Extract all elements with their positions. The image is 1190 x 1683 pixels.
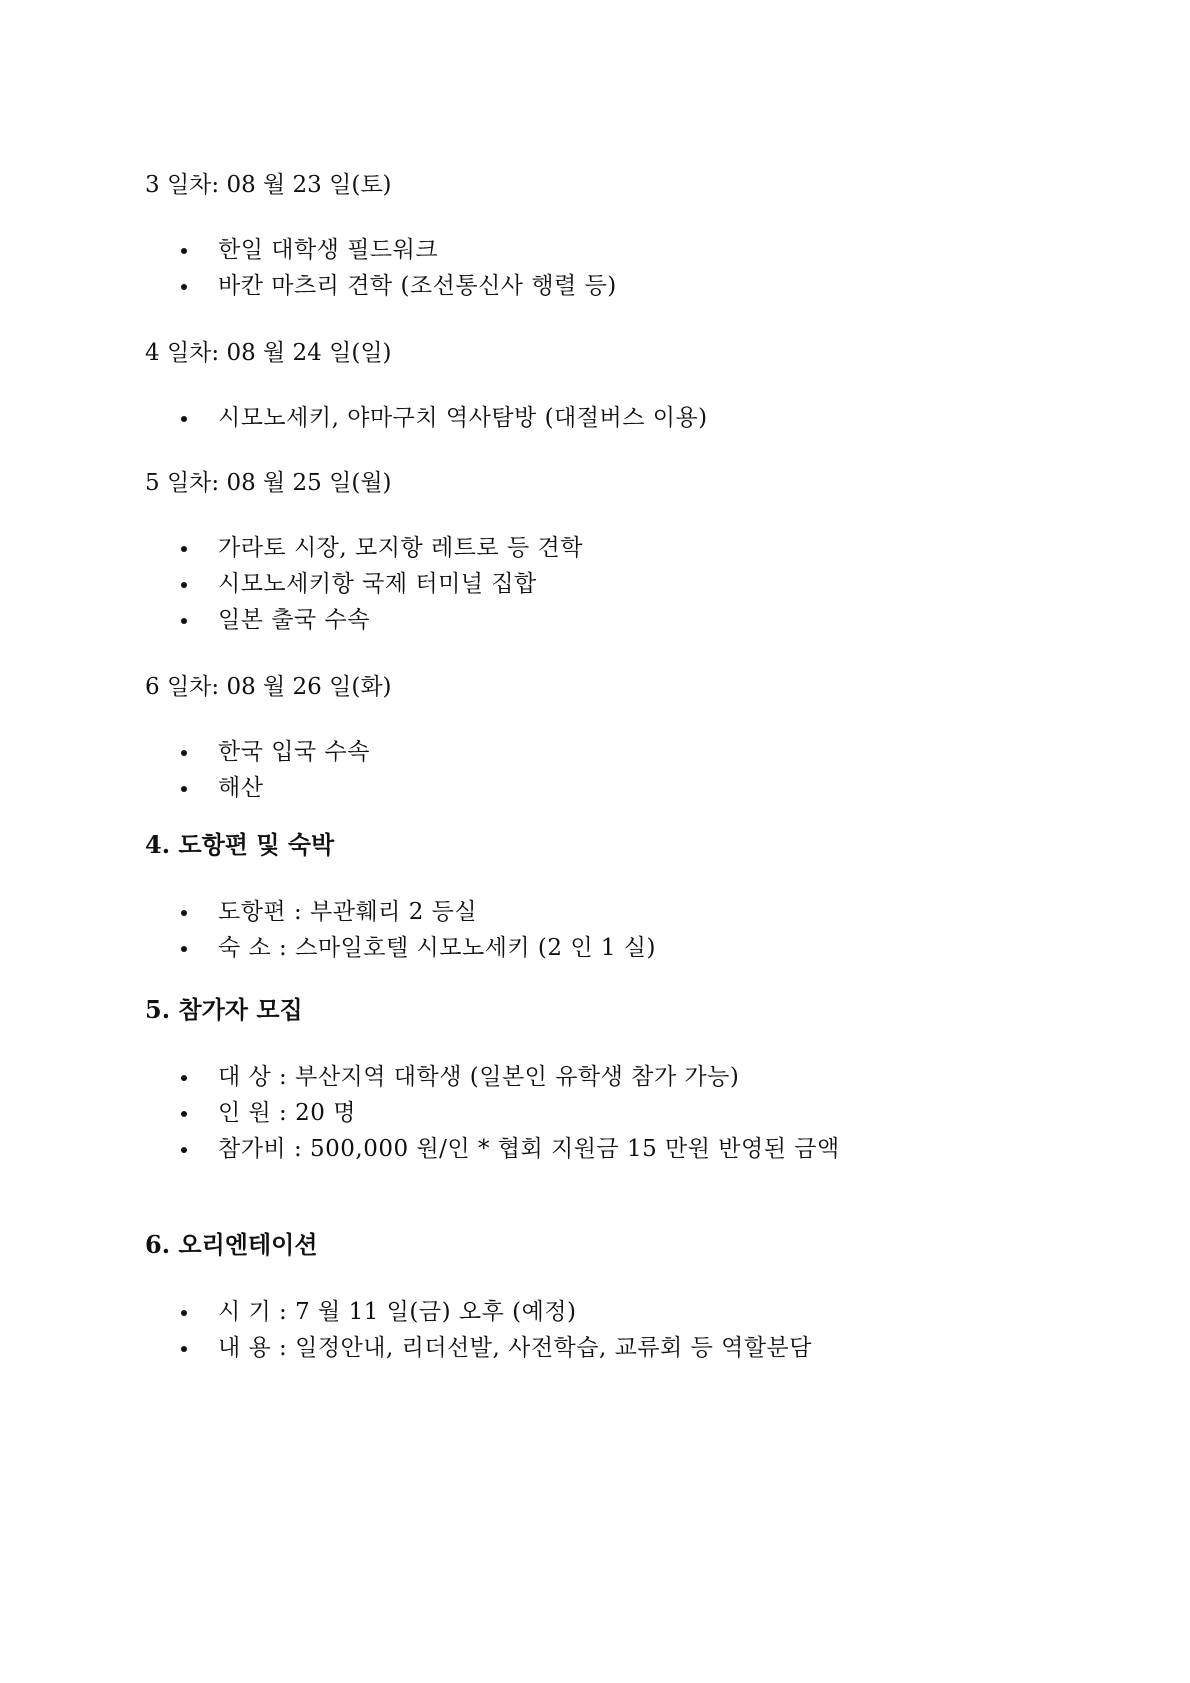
bullet-icon [181,1075,187,1081]
bullet-icon [181,1346,187,1352]
section-5-heading: 5. 참가자 모집 [145,995,303,1024]
section-4-heading: 4. 도항편 및 숙박 [145,830,335,859]
bullet-icon [181,284,187,290]
bullet-icon [181,582,187,588]
bullet-icon [181,248,187,254]
day-3-heading: 3 일차: 08 월 23 일(토) [145,172,392,198]
bullet-icon [181,750,187,756]
bullet-icon [181,546,187,552]
bullet-icon [181,786,187,792]
bullet-icon [181,1310,187,1316]
document-page: 3 일차: 08 월 23 일(토) 한일 대학생 필드워크 바칸 마츠리 견학 (조선통신사 행렬 등) 4 일차: 08 월 24 일(일) 시모노세키, 야마구치 역사탐방 (대절버스 이용) 5 일차: 08 월 25 일(월) 가라토 시장, 모지항 레트로 등 견학 시모노세키항 국제 터미널 집합 일본 출국 수속 6 일차: 08 월 26 일(화) 한국 입국 수속 해산 4. 도항편 및 숙박 도항편 : 부관훼리 2 등실 숙 소 : 스마일호텔 시모노세키 (2 인 1 실) 5. 참가자 모집 대 상 : 부산지역 대학생 (일본인 유학생 참가 가능) 인 원 : 20 명 참가비 : 500,000 원/인 * 협회 지원금 15 만원 반영된 금액 6. 오리엔테이션 시 기 : 7 월 11 일(금) 오후 (예정) 내 용 : 일정안내, 리더선발, 사전학습, 교류회 등 역할분담 [145,172,840,1361]
day-4-heading: 4 일차: 08 월 24 일(일) [145,340,392,366]
day-6-heading: 6 일차: 08 월 26 일(화) [145,674,392,700]
section-6-heading: 6. 오리엔테이션 [145,1230,318,1259]
bullet-icon [181,618,187,624]
bullet-icon [181,910,187,916]
bullet-icon [181,416,187,422]
bullet-icon [181,1147,187,1153]
bullet-icon [181,946,187,952]
day-5-heading: 5 일차: 08 월 25 일(월) [145,470,392,496]
bullet-icon [181,1111,187,1117]
